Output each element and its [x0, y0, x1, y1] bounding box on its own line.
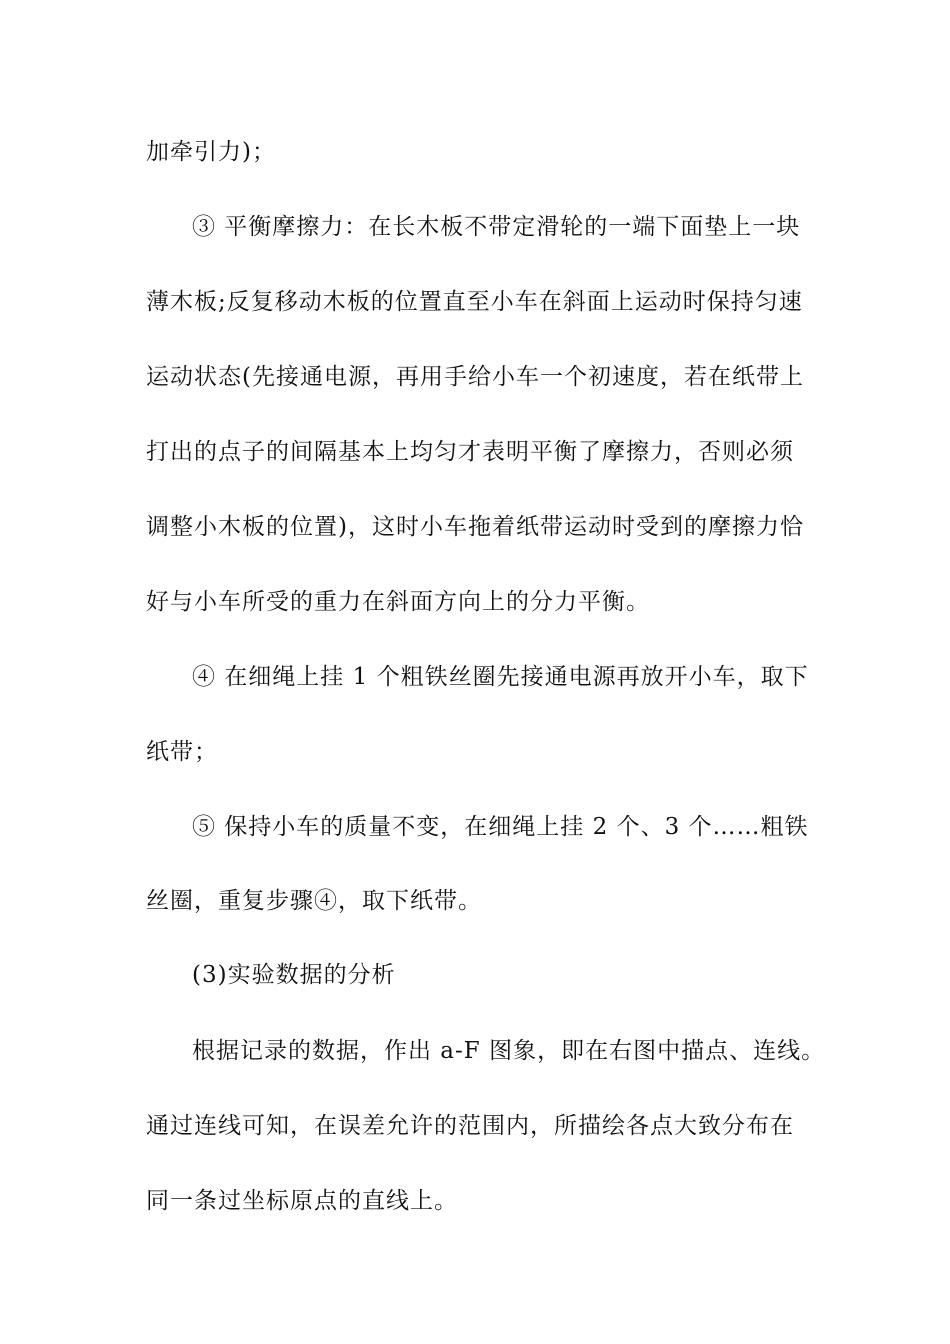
text-line: 打出的点子的间隔基本上均匀才表明平衡了摩擦力，否则必须 [146, 439, 794, 465]
text-line: 同一条过坐标原点的直线上。 [146, 1188, 458, 1214]
text-line: 调整小木板的位置)，这时小车拖着纸带运动时受到的摩擦力恰 [146, 514, 804, 540]
text-line: 根据记录的数据，作出 a-F 图象，即在右图中描点、连线。 [192, 1038, 826, 1064]
text-line: 纸带； [146, 739, 218, 765]
text-line: 薄木板;反复移动木板的位置直至小车在斜面上运动时保持匀速 [146, 289, 803, 315]
text-line: ④ 在细绳上挂 1 个粗铁丝圈先接通电源再放开小车，取下 [192, 664, 809, 690]
text-line: 好与小车所受的重力在斜面方向上的分力平衡。 [146, 589, 650, 615]
text-line: 运动状态(先接通电源，再用手给小车一个初速度，若在纸带上 [146, 364, 804, 390]
text-line: 加牵引力)； [146, 139, 276, 165]
section-heading: (3)实验数据的分析 [192, 962, 396, 988]
text-line: ③ 平衡摩擦力：在长木板不带定滑轮的一端下面垫上一块 [192, 214, 801, 240]
text-line: 通过连线可知，在误差允许的范围内，所描绘各点大致分布在 [146, 1113, 794, 1139]
text-line: ⑤ 保持小车的质量不变，在细绳上挂 2 个、3 个……粗铁 [192, 814, 809, 840]
text-line: 丝圈，重复步骤④，取下纸带。 [146, 888, 482, 914]
